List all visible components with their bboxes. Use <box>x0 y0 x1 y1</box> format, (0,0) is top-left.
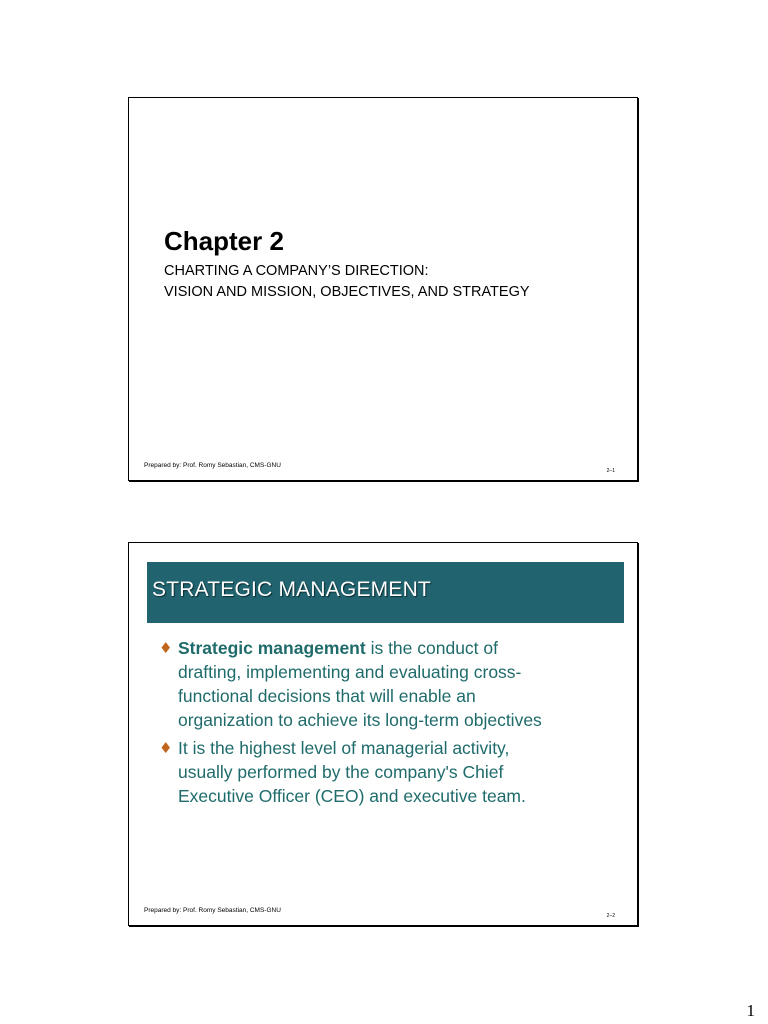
slide-header-band <box>147 562 624 623</box>
footer-credit: Prepared by: Prof. Romy Sebastian, CMS-GNU <box>144 462 281 469</box>
slide-heading: STRATEGIC MANAGEMENT <box>152 578 431 601</box>
bullet-line: organization to achieve its long-term objectives <box>178 710 542 730</box>
bullet-item <box>159 636 619 732</box>
subtitle-line-2: VISION AND MISSION, OBJECTIVES, AND STRATEGY <box>164 284 530 300</box>
slide-2 <box>128 542 638 926</box>
bullet-line-rest: is the conduct of <box>365 638 499 658</box>
bold-term: Strategic management <box>178 638 366 658</box>
diamond-bullet-icon: ♦ <box>159 739 173 757</box>
subtitle-line-1: CHARTING A COMPANY’S DIRECTION: <box>164 263 429 279</box>
chapter-title: Chapter 2 <box>164 226 284 256</box>
slide-number: 2–1 <box>606 468 615 474</box>
slide-1 <box>128 97 638 481</box>
footer-credit: Prepared by: Prof. Romy Sebastian, CMS-GNU <box>144 907 281 914</box>
diamond-bullet-icon: ♦ <box>159 639 173 657</box>
bullet-list <box>159 636 619 812</box>
bullet-line: It is the highest level of managerial activity, <box>178 738 510 758</box>
chapter-subtitle <box>164 261 530 303</box>
page-number: 1 <box>746 1001 755 1020</box>
bullet-line: drafting, implementing and evaluating cross- <box>178 662 522 682</box>
bullet-line: Executive Officer (CEO) and executive team. <box>178 786 526 806</box>
slide-number: 2–2 <box>606 913 615 919</box>
bullet-line <box>178 636 619 660</box>
bullet-item <box>159 736 619 808</box>
bullet-line: functional decisions that will enable an <box>178 686 476 706</box>
bullet-line: usually performed by the company's Chief <box>178 762 504 782</box>
